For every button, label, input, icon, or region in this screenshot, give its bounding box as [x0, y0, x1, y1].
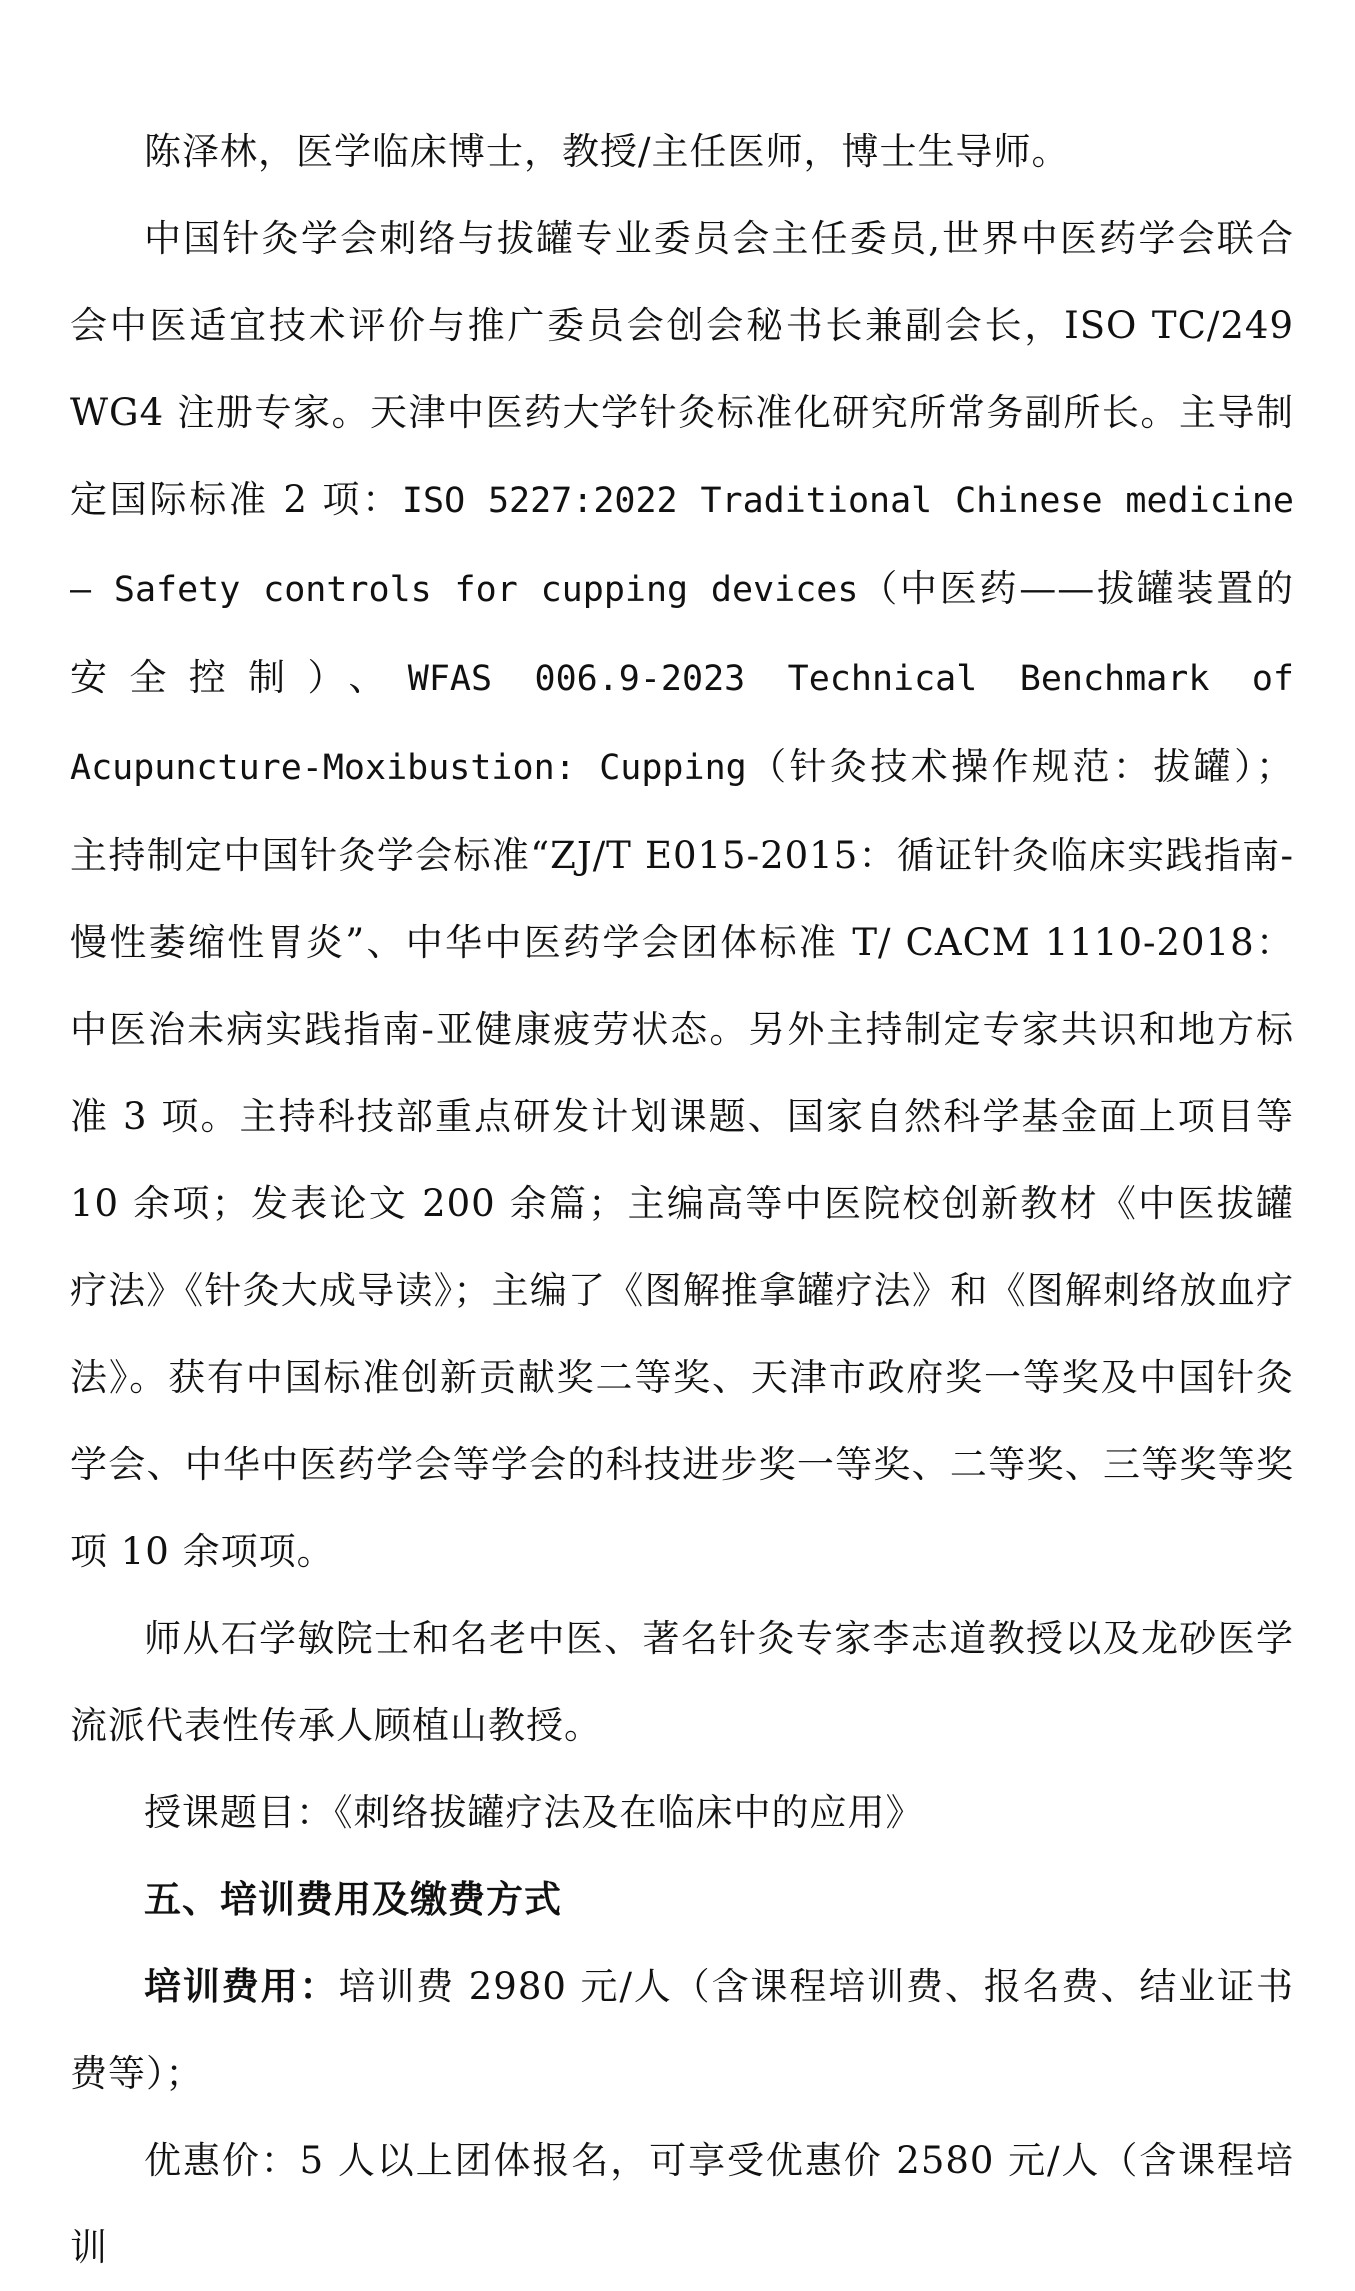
intro-paragraph: [70, 108, 1294, 195]
course-title-paragraph: [70, 1769, 1294, 1856]
wfas-standard-en: WFAS 006.9-2023 Technical Benchmark of Acupuncture-Moxibustion: Cupping: [70, 659, 1294, 788]
bio-text-part2: （针灸技术操作规范：拔罐）；主持制定中国针灸学会标准“ZJ/T E015-2015：循证针灸临床实践指南-慢性萎缩性胃炎”、中华中医药学会团体标准 T/ CACM 1110-2018：中医治未病实践指南-亚健康疲劳状态。另外主持制定专家共识和地方标准 3 项。主持科技部重点研发计划课题、国家自然科学基金面上项目等 10 余项；发表论文 200 余篇；主编高等中医院校创新教材《中医拔罐疗法》《针灸大成导读》；主编了《图解推拿罐疗法》和《图解刺络放血疗法》。获有中国标准创新贡献奖二等奖、天津市政府奖一等奖及中国针灸学会、中华中医药学会等学会的科技进步奖一等奖、二等奖、三等奖等奖项 10 余项项。: [70, 745, 1295, 1573]
bio-paragraph: [70, 195, 1294, 1595]
mentor-paragraph: [70, 1595, 1294, 1769]
intro-text: 陈泽林，医学临床博士，教授/主任医师，博士生导师。: [144, 130, 1070, 173]
section-heading-text: 五、培训费用及缴费方式: [144, 1877, 562, 1921]
fee-paragraph: [70, 1943, 1294, 2117]
iso-standard-en: ISO 5227:2022 Traditional Chinese medicine — Safety controls for cupping devices: [70, 481, 1294, 610]
discount-text: 优惠价：5 人以上团体报名，可享受优惠价 2580 元/人（含课程培训: [70, 2139, 1294, 2269]
mentor-text: 师从石学敏院士和名老中医、著名针灸专家李志道教授以及龙砂医学流派代表性传承人顾植山教授。: [70, 1617, 1294, 1747]
iso-standard-cn: （中医药——拔罐装置的安全控制）、: [70, 567, 1294, 699]
document-page: [70, 108, 1294, 2291]
fee-label: 培训费用：: [144, 1964, 339, 2008]
bio-text-part1: 中国针灸学会刺络与拔罐专业委员会主任委员,世界中医药学会联合会中医适宜技术评价与推广委员会创会秘书长兼副会长，ISO TC/249 WG4 注册专家。天津中医药大学针灸标准化研究所常务副所长。主导制定国际标准 2 项：: [70, 217, 1294, 521]
fee-text: 培训费 2980 元/人（含课程培训费、报名费、结业证书费等）；: [70, 1965, 1294, 2095]
section-heading: [70, 1856, 1294, 1943]
discount-paragraph: [70, 2117, 1294, 2291]
course-title-text: 授课题目：《刺络拔罐疗法及在临床中的应用》: [144, 1791, 924, 1834]
